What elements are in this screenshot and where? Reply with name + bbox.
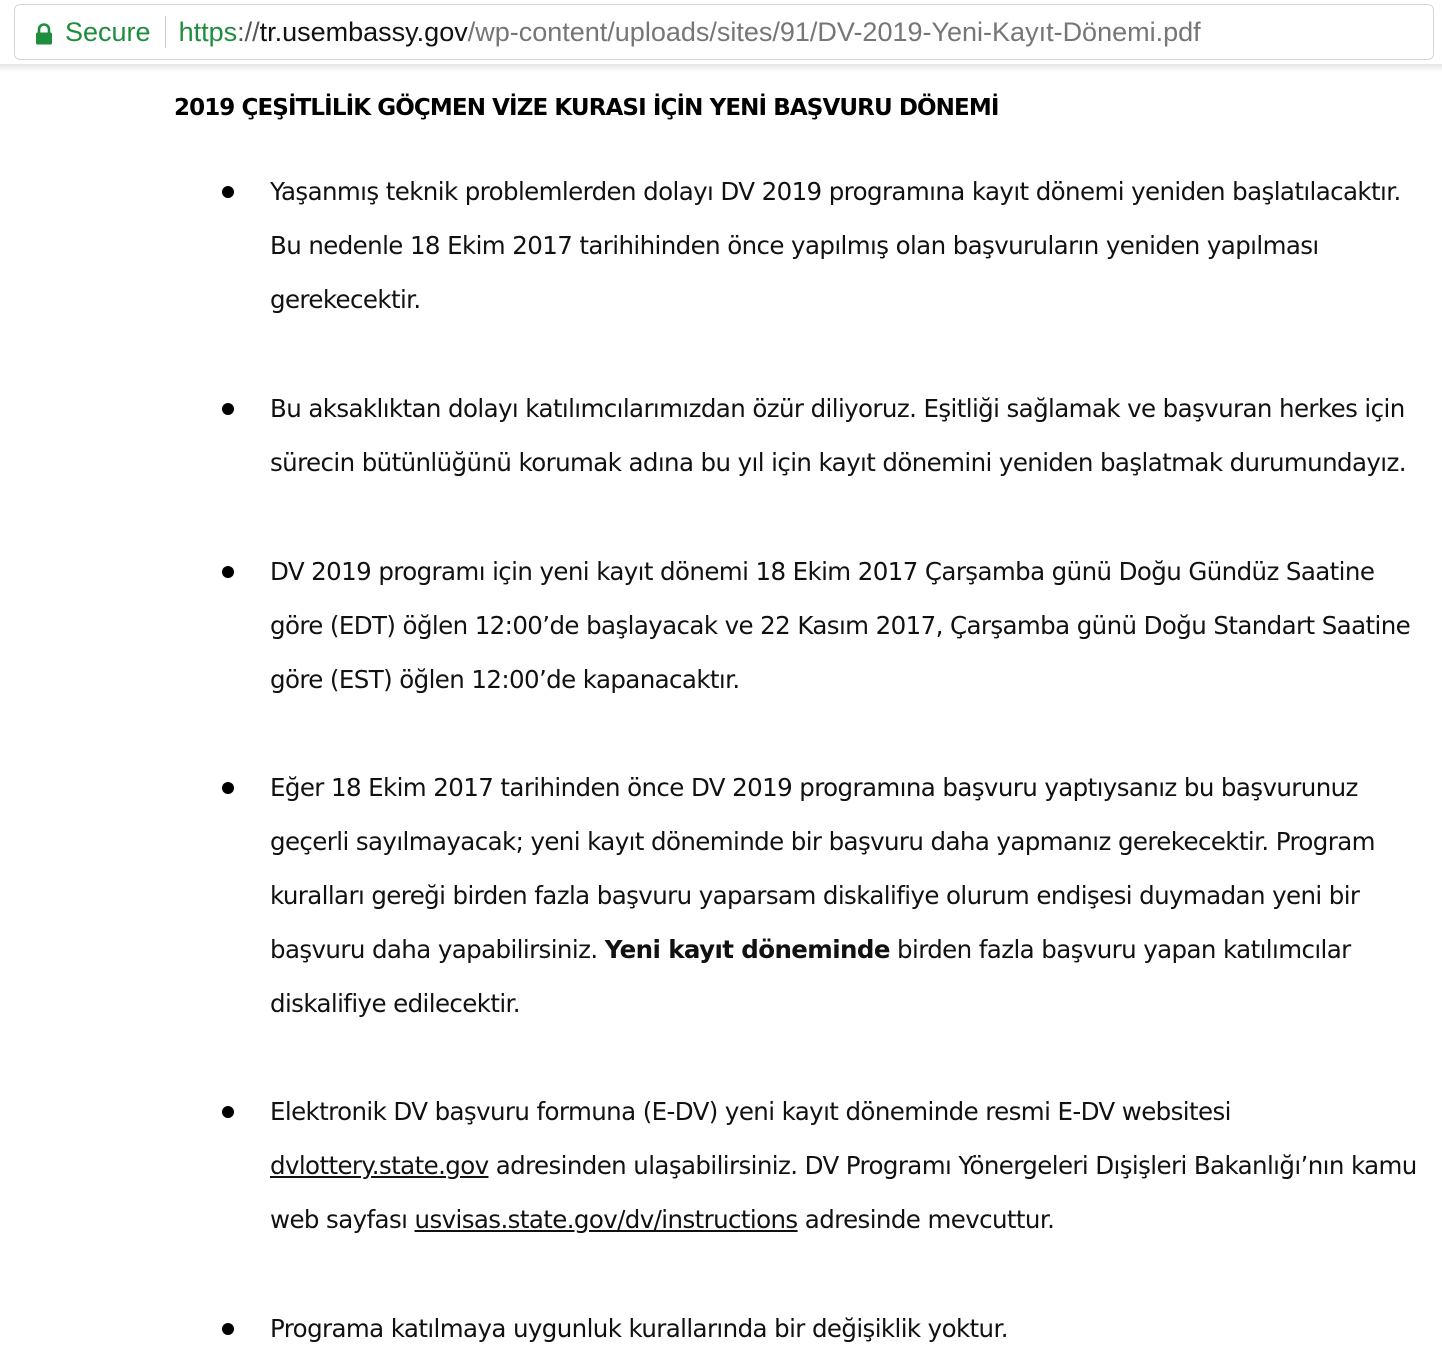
bullet-text-part: adresinde mevcuttur. [797, 1205, 1055, 1234]
bullet-text-part: Elektronik DV başvuru formuna (E-DV) yeni kayıt döneminde resmi E-DV websitesi [270, 1097, 1231, 1126]
bold-text: Yeni kayıt döneminde [604, 935, 890, 964]
bullet-text: Yaşanmış teknik problemlerden dolayı DV 2019 programına kayıt dönemi yeniden başlatılacaktır. Bu nedenle 18 Ekim 2017 tarihihinden önce yapılmış olan başvuruların yeniden yapılması gerekecektir. [270, 177, 1401, 314]
dvlottery-link[interactable]: dvlottery.state.gov [270, 1151, 489, 1180]
bullet-text: Programa katılmaya uygunluk kurallarında bir değişiklik yoktur. [270, 1314, 1008, 1343]
bullet-text [270, 761, 1430, 1031]
bullet-text: DV 2019 programı için yeni kayıt dönemi 18 Ekim 2017 Çarşamba günü Doğu Gündüz Saatine göre (EDT) öğlen 12:00’de başlayacak ve 22 Kasım 2017, Çarşamba günü Doğu Standart Saatine göre (EST) öğlen 12:00’de kapanacaktır. [270, 557, 1411, 694]
usvisas-instructions-link[interactable]: usvisas.state.gov/dv/instructions [414, 1205, 798, 1234]
bullet-icon [222, 1323, 234, 1335]
bullet-text: Bu aksaklıktan dolayı katılımcılarımızdan özür diliyoruz. Eşitliği sağlamak ve başvuran herkes için sürecin bütünlüğünü korumak adına bu yıl için kayıt dönemini yeniden başlatmak durumundayız. [270, 394, 1406, 477]
toolbar-shadow [0, 64, 1442, 72]
url-path: /wp-content/uploads/sites/91/DV-2019-Yeni-Kayıt-Dönemi.pdf [467, 16, 1201, 47]
lock-icon [35, 21, 53, 43]
bullet-icon [222, 566, 234, 578]
bullet-text [270, 1085, 1430, 1247]
address-divider [165, 16, 166, 48]
bullet-text-part: Eğer 18 Ekim 2017 tarihinden önce DV 2019 programına başvuru yaptıysanız bu başvurunuz geçerli sayılmayacak; yeni kayıt döneminde bir başvuru daha yapmanız gerekecektir. Program kuralları gereği birden fazla başvuru yaparsam diskalifiye olurum endişesi duymadan yeni bir başvuru daha yapabilirsiniz. [270, 773, 1375, 964]
bullet-text-part: adresinden ulaşabilirsiniz. DV Programı Yönergeleri Dışişleri Bakanlığı’nın kamu web sayfası [270, 1151, 1417, 1234]
secure-label[interactable]: Secure [65, 16, 151, 47]
url-scheme: https [178, 16, 238, 47]
address-bar[interactable] [14, 4, 1434, 60]
url-text[interactable] [179, 17, 1201, 48]
bullet-icon [222, 403, 234, 415]
page-title: 2019 ÇEŞİTLİLİK GÖÇMEN VİZE KURASI İÇİN YENİ BAŞVURU DÖNEMİ [174, 95, 999, 121]
bullet-text-part: birden fazla başvuru yapan katılımcılar diskalifiye edilecektir. [270, 935, 1351, 1018]
url-separator: :// [237, 16, 260, 47]
bullet-icon [222, 1106, 234, 1118]
url-host: tr.usembassy.gov [259, 16, 468, 47]
bullet-icon [222, 782, 234, 794]
bullet-icon [222, 186, 234, 198]
